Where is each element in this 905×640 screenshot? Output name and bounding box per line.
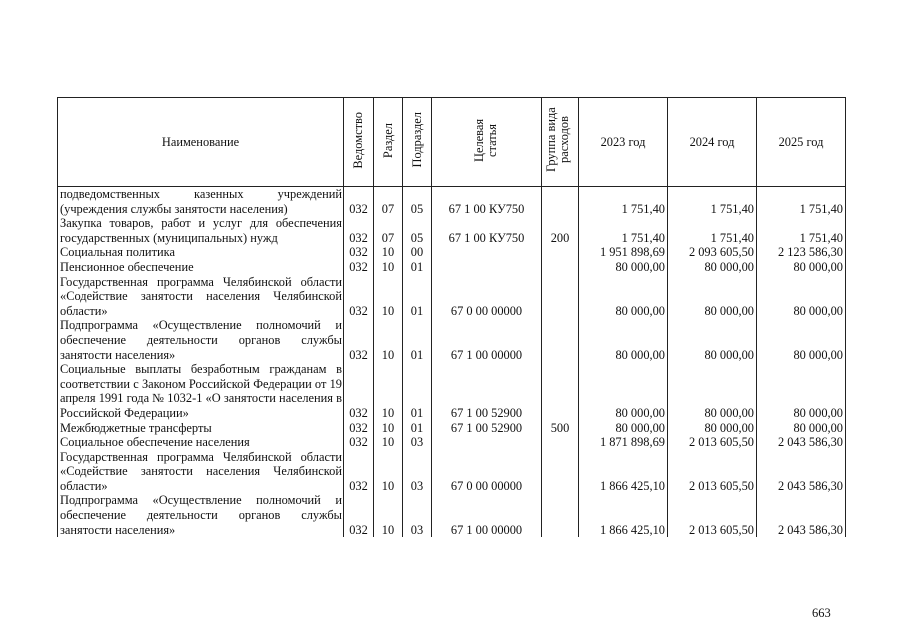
- row-amount-2024: 2 013 605,50: [668, 450, 757, 494]
- row-razdel: 10: [374, 450, 403, 494]
- row-gruppa-vida-rashodov: 500: [542, 421, 579, 436]
- row-podrazdel: 03: [403, 450, 432, 494]
- row-amount-2023: 1 951 898,69: [579, 245, 668, 260]
- table-row: [58, 435, 846, 450]
- header-gruppa-vida-rashodov: Группа вида расходов: [542, 98, 579, 187]
- row-gruppa-vida-rashodov: [542, 493, 579, 537]
- row-gruppa-vida-rashodov: [542, 260, 579, 275]
- row-amount-2024: 1 751,40: [668, 187, 757, 217]
- row-name: Подпрограмма «Осуществление полномочий и обеспечение деятельности органов службы занятости населения»: [58, 318, 344, 362]
- row-celevaya-statya: 67 0 00 00000: [432, 450, 542, 494]
- row-celevaya-statya: 67 1 00 00000: [432, 318, 542, 362]
- row-amount-2024: 2 093 605,50: [668, 245, 757, 260]
- row-celevaya-statya: 67 1 00 КУ750: [432, 216, 542, 245]
- header-year-2023: 2023 год: [579, 98, 668, 187]
- row-vedomstvo: 032: [344, 450, 374, 494]
- row-amount-2023: 1 751,40: [579, 187, 668, 217]
- row-amount-2025: 80 000,00: [757, 260, 846, 275]
- row-amount-2023: 1 866 425,10: [579, 493, 668, 537]
- row-vedomstvo: 032: [344, 216, 374, 245]
- row-amount-2023: 1 871 898,69: [579, 435, 668, 450]
- row-celevaya-statya: [432, 260, 542, 275]
- row-podrazdel: 01: [403, 362, 432, 420]
- row-gruppa-vida-rashodov: [542, 275, 579, 319]
- row-amount-2023: 80 000,00: [579, 421, 668, 436]
- row-gruppa-vida-rashodov: [542, 245, 579, 260]
- row-amount-2023: 80 000,00: [579, 362, 668, 420]
- row-vedomstvo: 032: [344, 275, 374, 319]
- row-amount-2025: 80 000,00: [757, 275, 846, 319]
- table-row: [58, 245, 846, 260]
- table-row: [58, 493, 846, 537]
- table-row: [58, 187, 846, 217]
- row-celevaya-statya: 67 1 00 52900: [432, 362, 542, 420]
- row-podrazdel: 01: [403, 260, 432, 275]
- row-celevaya-statya: [432, 435, 542, 450]
- row-celevaya-statya: 67 1 00 КУ750: [432, 187, 542, 217]
- row-vedomstvo: 032: [344, 362, 374, 420]
- row-amount-2024: 2 013 605,50: [668, 493, 757, 537]
- row-amount-2025: 2 043 586,30: [757, 435, 846, 450]
- row-podrazdel: 05: [403, 187, 432, 217]
- header-podrazdel: Подраздел: [403, 98, 432, 187]
- row-amount-2024: 80 000,00: [668, 318, 757, 362]
- row-vedomstvo: 032: [344, 318, 374, 362]
- row-celevaya-statya: 67 0 00 00000: [432, 275, 542, 319]
- row-razdel: 10: [374, 260, 403, 275]
- row-razdel: 10: [374, 435, 403, 450]
- row-amount-2023: 80 000,00: [579, 260, 668, 275]
- row-celevaya-statya: 67 1 00 00000: [432, 493, 542, 537]
- table-row: [58, 275, 846, 319]
- row-amount-2025: 2 123 586,30: [757, 245, 846, 260]
- row-podrazdel: 01: [403, 318, 432, 362]
- row-razdel: 10: [374, 275, 403, 319]
- row-razdel: 10: [374, 421, 403, 436]
- row-amount-2025: 80 000,00: [757, 362, 846, 420]
- row-name: Пенсионное обеспечение: [58, 260, 344, 275]
- row-gruppa-vida-rashodov: [542, 435, 579, 450]
- row-vedomstvo: 032: [344, 435, 374, 450]
- row-name: Социальное обеспечение населения: [58, 435, 344, 450]
- row-vedomstvo: 032: [344, 187, 374, 217]
- row-razdel: 07: [374, 216, 403, 245]
- table-header-row: [58, 98, 846, 187]
- row-podrazdel: 01: [403, 275, 432, 319]
- row-podrazdel: 03: [403, 493, 432, 537]
- row-name: подведомственных казенных учреждений (учреждения службы занятости населения): [58, 187, 344, 217]
- row-razdel: 07: [374, 187, 403, 217]
- row-razdel: 10: [374, 318, 403, 362]
- row-razdel: 10: [374, 493, 403, 537]
- row-name: Социальная политика: [58, 245, 344, 260]
- row-amount-2024: 80 000,00: [668, 275, 757, 319]
- table-row: [58, 260, 846, 275]
- row-amount-2024: 2 013 605,50: [668, 435, 757, 450]
- row-gruppa-vida-rashodov: [542, 318, 579, 362]
- row-amount-2023: 80 000,00: [579, 318, 668, 362]
- table-row: [58, 362, 846, 420]
- row-podrazdel: 03: [403, 435, 432, 450]
- table-row: [58, 216, 846, 245]
- row-name: Государственная программа Челябинской области «Содействие занятости населения Челябинской области»: [58, 275, 344, 319]
- row-amount-2025: 80 000,00: [757, 318, 846, 362]
- budget-table: [57, 97, 846, 537]
- row-amount-2023: 80 000,00: [579, 275, 668, 319]
- row-gruppa-vida-rashodov: 200: [542, 216, 579, 245]
- row-vedomstvo: 032: [344, 245, 374, 260]
- row-amount-2023: 1 751,40: [579, 216, 668, 245]
- row-vedomstvo: 032: [344, 260, 374, 275]
- row-gruppa-vida-rashodov: [542, 450, 579, 494]
- table-body: [58, 187, 846, 538]
- row-amount-2025: 1 751,40: [757, 187, 846, 217]
- row-name: Закупка товаров, работ и услуг для обеспечения государственных (муниципальных) нужд: [58, 216, 344, 245]
- header-vedomstvo: Ведомство: [344, 98, 374, 187]
- row-podrazdel: 01: [403, 421, 432, 436]
- table-row: [58, 318, 846, 362]
- row-amount-2024: 80 000,00: [668, 260, 757, 275]
- table-row: [58, 421, 846, 436]
- row-amount-2023: 1 866 425,10: [579, 450, 668, 494]
- table-row: [58, 450, 846, 494]
- row-amount-2025: 1 751,40: [757, 216, 846, 245]
- row-amount-2025: 2 043 586,30: [757, 450, 846, 494]
- row-amount-2024: 80 000,00: [668, 421, 757, 436]
- row-gruppa-vida-rashodov: [542, 362, 579, 420]
- row-amount-2025: 80 000,00: [757, 421, 846, 436]
- row-podrazdel: 00: [403, 245, 432, 260]
- row-vedomstvo: 032: [344, 421, 374, 436]
- row-name: Межбюджетные трансферты: [58, 421, 344, 436]
- row-razdel: 10: [374, 362, 403, 420]
- row-celevaya-statya: 67 1 00 52900: [432, 421, 542, 436]
- row-name: Социальные выплаты безработным гражданам в соответствии с Законом Российской Федерации от 19 апреля 1991 года № 1032-1 «О занятости населения в Российской Федерации»: [58, 362, 344, 420]
- row-celevaya-statya: [432, 245, 542, 260]
- row-amount-2024: 1 751,40: [668, 216, 757, 245]
- row-podrazdel: 05: [403, 216, 432, 245]
- header-razdel: Раздел: [374, 98, 403, 187]
- row-amount-2024: 80 000,00: [668, 362, 757, 420]
- header-year-2024: 2024 год: [668, 98, 757, 187]
- row-name: Подпрограмма «Осуществление полномочий и обеспечение деятельности органов службы занятости населения»: [58, 493, 344, 537]
- page-number: 663: [812, 606, 831, 620]
- header-name: Наименование: [58, 98, 344, 187]
- header-celevaya-statya: Целевая статья: [432, 98, 542, 187]
- row-amount-2025: 2 043 586,30: [757, 493, 846, 537]
- row-razdel: 10: [374, 245, 403, 260]
- row-gruppa-vida-rashodov: [542, 187, 579, 217]
- row-name: Государственная программа Челябинской области «Содействие занятости населения Челябинской области»: [58, 450, 344, 494]
- header-year-2025: 2025 год: [757, 98, 846, 187]
- row-vedomstvo: 032: [344, 493, 374, 537]
